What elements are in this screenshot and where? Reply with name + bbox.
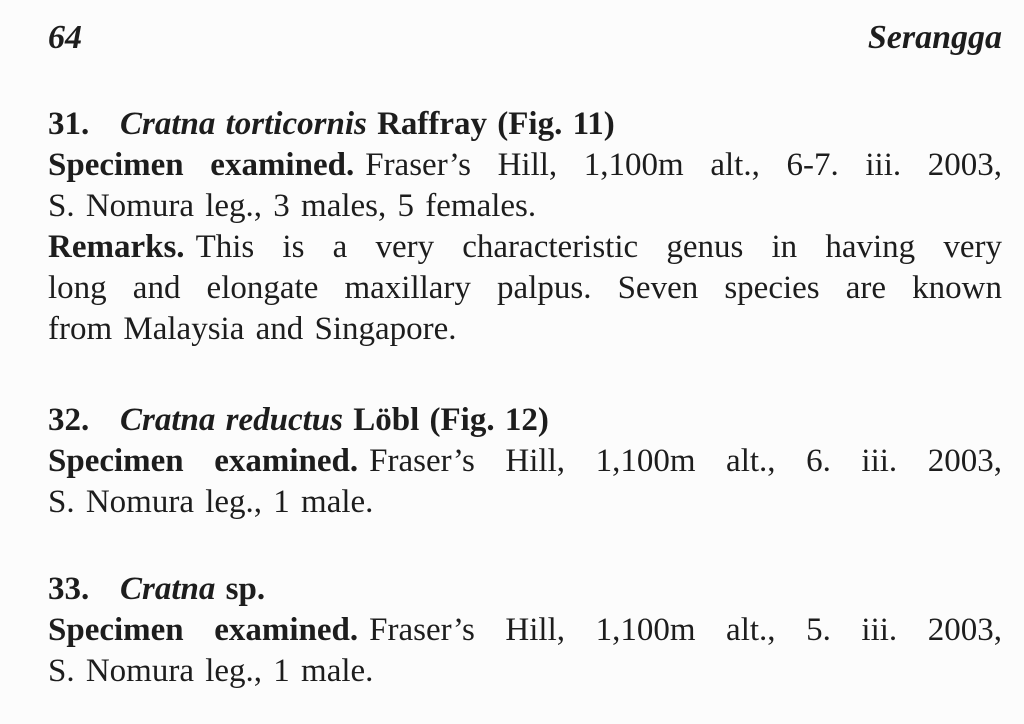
remarks-line: long and elongate maxillary palpus. Seven species are known bbox=[48, 270, 1002, 306]
specimen-examined-text: Fraser’s Hill, 1,100m alt., 5. iii. 2003, bbox=[369, 612, 1002, 648]
species-authority: Löbl (Fig. 12) bbox=[353, 402, 549, 438]
entry-number: 32. bbox=[48, 402, 90, 438]
specimen-examined-line: S. Nomura leg., 1 male. bbox=[48, 484, 374, 520]
species-entry-31 bbox=[48, 104, 1002, 350]
specimen-examined-label: Specimen examined. bbox=[48, 443, 359, 479]
entry-number: 33. bbox=[48, 571, 90, 607]
specimen-examined-line: S. Nomura leg., 1 male. bbox=[48, 653, 374, 689]
entry-heading bbox=[48, 104, 1002, 145]
species-authority: Raffray (Fig. 11) bbox=[377, 106, 615, 142]
specimen-examined-line: S. Nomura leg., 3 males, 5 females. bbox=[48, 188, 537, 224]
entry-heading bbox=[48, 400, 1002, 441]
specimen-examined-line bbox=[48, 145, 1002, 186]
specimen-examined-label: Specimen examined. bbox=[48, 147, 355, 183]
species-entry-32 bbox=[48, 400, 1002, 523]
remarks-line: from Malaysia and Singapore. bbox=[48, 311, 457, 347]
specimen-examined-line bbox=[48, 441, 1002, 482]
specimen-examined-text: Fraser’s Hill, 1,100m alt., 6-7. iii. 2003, bbox=[365, 147, 1002, 183]
page-header bbox=[48, 18, 1002, 58]
entry-number: 31. bbox=[48, 106, 90, 142]
remarks-label: Remarks. bbox=[48, 229, 185, 265]
species-name: Cratna torticornis bbox=[120, 106, 367, 142]
remarks-line bbox=[48, 227, 1002, 268]
specimen-examined-text: Fraser’s Hill, 1,100m alt., 6. iii. 2003, bbox=[369, 443, 1002, 479]
species-name: Cratna bbox=[120, 571, 216, 607]
specimen-examined-label: Specimen examined. bbox=[48, 612, 359, 648]
species-name: Cratna reductus bbox=[120, 402, 343, 438]
species-entry-33 bbox=[48, 569, 1002, 692]
species-authority: sp. bbox=[225, 571, 266, 607]
entry-heading bbox=[48, 569, 1002, 610]
journal-title: Serangga bbox=[867, 19, 1002, 56]
remarks-text: This is a very characteristic genus in having very bbox=[195, 229, 1002, 265]
specimen-examined-line bbox=[48, 610, 1002, 651]
page-number: 64 bbox=[48, 19, 82, 56]
